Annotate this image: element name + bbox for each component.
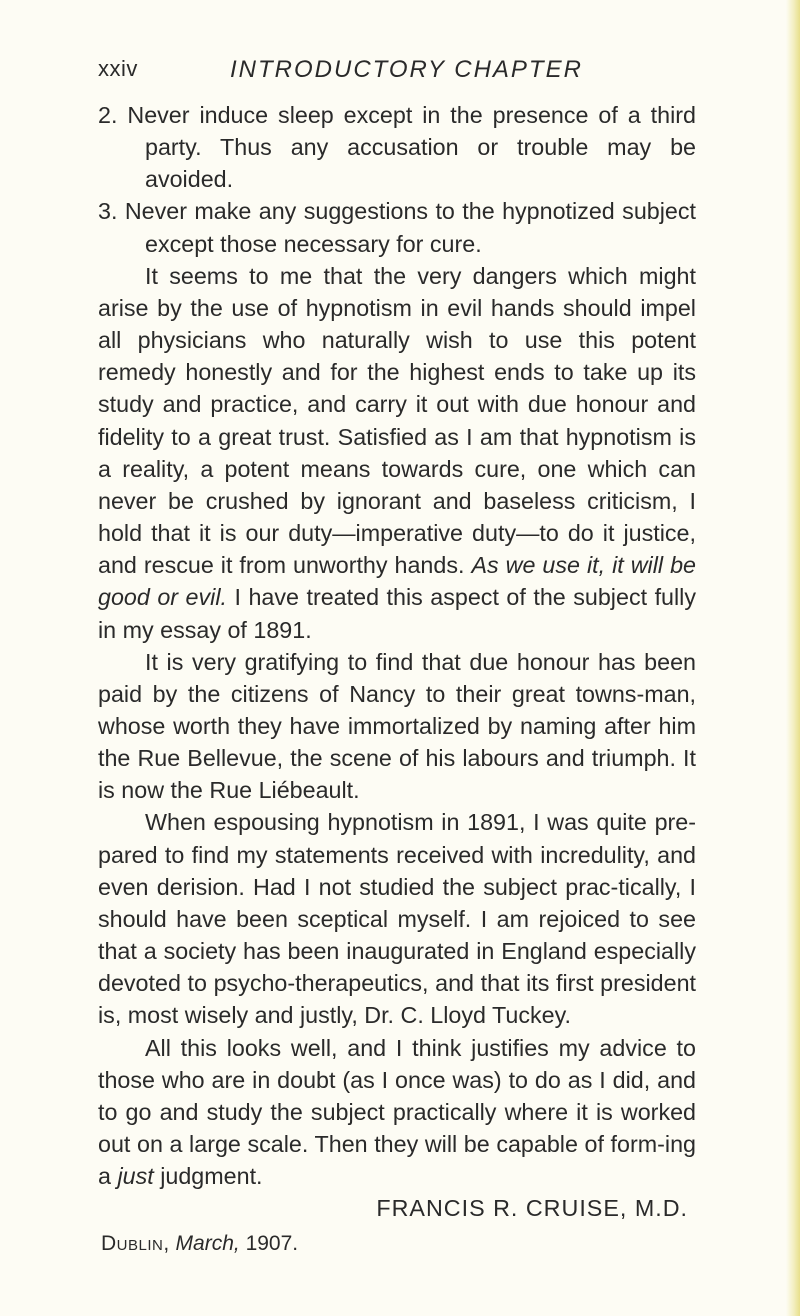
paragraph-text: It seems to me that the very dangers which might arise by the use of hypnotism in evil hands should impel all physicians who naturally wish to use this potent remedy honestly and for the highest ends to take up its study and practice, and carry it out with due honour and fidelity to a great trust. Satisfied as I am that hypnotism is a reality, a potent means towards cure, one which can never be crushed by ignorant and baseless criticism, I hold that it is our duty—imperative duty—to do it justice, and rescue it from unworthy hands. — [98, 262, 696, 579]
page-number: xxiv — [98, 56, 138, 81]
list-text: Never induce sleep except in the presence of a third party. Thus any accusation or trouble may be avoided. — [127, 102, 696, 193]
list-marker: 2. — [98, 102, 118, 128]
dateline-year: 1907. — [245, 1232, 299, 1256]
paragraph-text: I have treated this aspect of the subject fully in my essay of 1891. — [98, 584, 696, 643]
paragraph: When espousing hypnotism in 1891, I was quite pre-pared to find my statements received with incredulity, and even derision. Had I not studied the subject prac-tically, I should have been sceptical myself. I am rejoiced to see that a society has been inaugurated in England especially devoted to psycho-therapeutics, and that its first president is, most wisely and justly, Dr. C. Lloyd Tuckey. — [98, 809, 696, 1029]
author-signature: FRANCIS R. CRUISE, M.D. — [376, 1195, 688, 1222]
page-header — [98, 56, 702, 86]
paragraph-text: judgment. — [160, 1163, 263, 1190]
list-text: Never make any suggestions to the hypnotized subject except those necessary for cure. — [124, 198, 696, 257]
paragraph: It is very gratifying to find that due honour has been paid by the citizens of Nancy to their great towns-man, whose worth they have immortalized by naming after him the Rue Bellevue, the scene of his labours and triumph. It is now the Rue Liébeault. — [98, 648, 696, 804]
italic-phrase: As we use it, it will be good or evil. — [98, 552, 696, 611]
list-item — [98, 195, 696, 259]
list-item — [98, 99, 696, 195]
dateline-month: March, — [175, 1232, 240, 1256]
paragraph-text: All this looks well, and I think justifies my advice to those who are in doubt (as I once was) to do as I did, and to go and study the subject practically where it is worked out on a large scale. Then they will be capable of form-ing a — [98, 1034, 696, 1190]
list-marker: 3. — [98, 198, 118, 225]
paragraph — [98, 1032, 696, 1193]
body-text — [98, 99, 696, 1261]
dateline — [98, 1228, 696, 1260]
dateline-place: Dublin, — [101, 1232, 170, 1256]
paragraph — [98, 260, 696, 646]
running-head: INTRODUCTORY CHAPTER — [230, 56, 583, 83]
italic-word: just — [117, 1163, 154, 1190]
page-edge-stain — [786, 0, 800, 1316]
